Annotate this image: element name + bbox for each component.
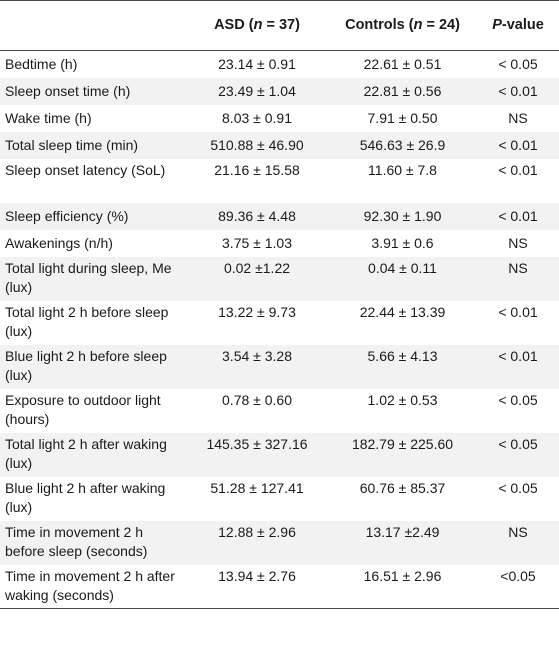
asd-value: 3.75 ± 1.03 <box>222 234 292 251</box>
controls-value: 7.91 ± 0.50 <box>367 109 438 126</box>
p-value: < 0.01 <box>498 82 538 99</box>
controls-value: 16.51 ± 2.96 <box>328 565 477 609</box>
p-value: < 0.01 <box>498 347 538 364</box>
asd-value: 13.94 ± 2.76 <box>186 565 328 609</box>
controls-value: 1.02 ± 0.53 <box>367 391 438 408</box>
p-value: < 0.05 <box>498 391 538 408</box>
p-value: < 0.01 <box>498 207 538 224</box>
table-row <box>0 132 559 159</box>
table-row <box>0 257 559 301</box>
asd-value: 21.16 ± 15.58 <box>214 161 300 178</box>
asd-value: 3.54 ± 3.28 <box>222 347 292 364</box>
asd-value: 145.35 ± 327.16 <box>206 435 308 452</box>
p-value: < 0.05 <box>498 435 538 452</box>
header-asd: ASD (n = 37) <box>186 1 328 51</box>
controls-value: 182.79 ± 225.60 <box>351 435 454 452</box>
row-label: Sleep efficiency (%) <box>5 207 129 224</box>
header-pvalue: P-value <box>477 1 559 51</box>
row-label: Total light 2 h before sleep (lux) <box>5 303 169 339</box>
controls-value: 0.04 ± 0.11 <box>368 259 437 276</box>
asd-value: 51.28 ± 127.41 <box>210 479 304 496</box>
row-label: Time in movement 2 h after waking (seconds) <box>0 565 186 609</box>
p-value: < 0.01 <box>498 136 538 153</box>
controls-value: 22.81 ± 0.56 <box>363 82 442 99</box>
asd-value: 8.03 ± 0.91 <box>222 109 292 126</box>
row-label: Time in movement 2 h before sleep (seconds) <box>5 523 148 559</box>
controls-value: 11.60 ± 7.8 <box>368 161 437 178</box>
p-value: NS <box>508 234 528 251</box>
row-label: Total light 2 h after waking (lux) <box>5 435 167 471</box>
controls-value: 5.66 ± 4.13 <box>367 347 438 364</box>
row-label: Total sleep time (min) <box>5 136 139 153</box>
asd-value: 510.88 ± 46.90 <box>210 136 304 153</box>
header-controls: Controls (n = 24) <box>328 1 477 51</box>
row-label: Awakenings (n/h) <box>5 234 113 251</box>
controls-value: 546.63 ± 26.9 <box>359 136 446 153</box>
p-value: NS <box>508 523 528 540</box>
table-row <box>0 203 559 230</box>
row-label: Sleep onset latency (SoL) <box>5 161 166 178</box>
controls-value: 22.61 ± 0.51 <box>363 56 442 72</box>
row-label: Sleep onset time (h) <box>5 82 131 99</box>
row-label: Total light during sleep, Me (lux) <box>5 259 172 295</box>
header-row <box>0 1 559 51</box>
asd-value: 12.88 ± 2.96 <box>218 523 296 540</box>
table-row <box>0 78 559 105</box>
p-value: NS <box>508 109 528 126</box>
table-row <box>0 230 559 257</box>
controls-value: 3.91 ± 0.6 <box>371 234 434 251</box>
asd-value: 89.36 ± 4.48 <box>218 207 296 224</box>
p-value: <0.05 <box>477 565 559 609</box>
header-variable <box>0 1 186 51</box>
table-body <box>0 51 559 609</box>
row-label: Blue light 2 h before sleep (lux) <box>5 347 167 383</box>
table-header <box>0 1 559 51</box>
controls-value: 13.17 ±2.49 <box>365 523 440 540</box>
p-value: < 0.05 <box>498 56 538 72</box>
controls-value: 92.30 ± 1.90 <box>363 207 442 224</box>
table-row <box>0 433 559 477</box>
row-label: Bedtime (h) <box>5 56 78 72</box>
table-row <box>0 301 559 345</box>
table-row <box>0 477 559 521</box>
asd-value: 13.22 ± 9.73 <box>218 303 296 320</box>
p-value: < 0.01 <box>498 161 538 178</box>
table-row <box>0 159 559 203</box>
asd-value: 0.02 ±1.22 <box>223 259 291 276</box>
row-label: Wake time (h) <box>5 109 92 126</box>
controls-value: 22.44 ± 13.39 <box>359 303 446 320</box>
table-row <box>0 105 559 132</box>
table-row <box>0 389 559 433</box>
row-label: Blue light 2 h after waking (lux) <box>5 479 166 515</box>
asd-value: 23.49 ± 1.04 <box>218 82 296 99</box>
table-row <box>0 345 559 389</box>
asd-value: 23.14 ± 0.91 <box>218 56 296 72</box>
row-label: Exposure to outdoor light (hours) <box>5 391 161 427</box>
asd-value: 0.78 ± 0.60 <box>222 391 292 408</box>
p-value: NS <box>508 259 528 276</box>
controls-value: 60.76 ± 85.37 <box>359 479 446 496</box>
p-value: < 0.01 <box>498 303 538 320</box>
table-row <box>0 51 559 78</box>
table-row <box>0 521 559 565</box>
p-value: < 0.05 <box>498 479 538 496</box>
table-row <box>0 565 559 609</box>
